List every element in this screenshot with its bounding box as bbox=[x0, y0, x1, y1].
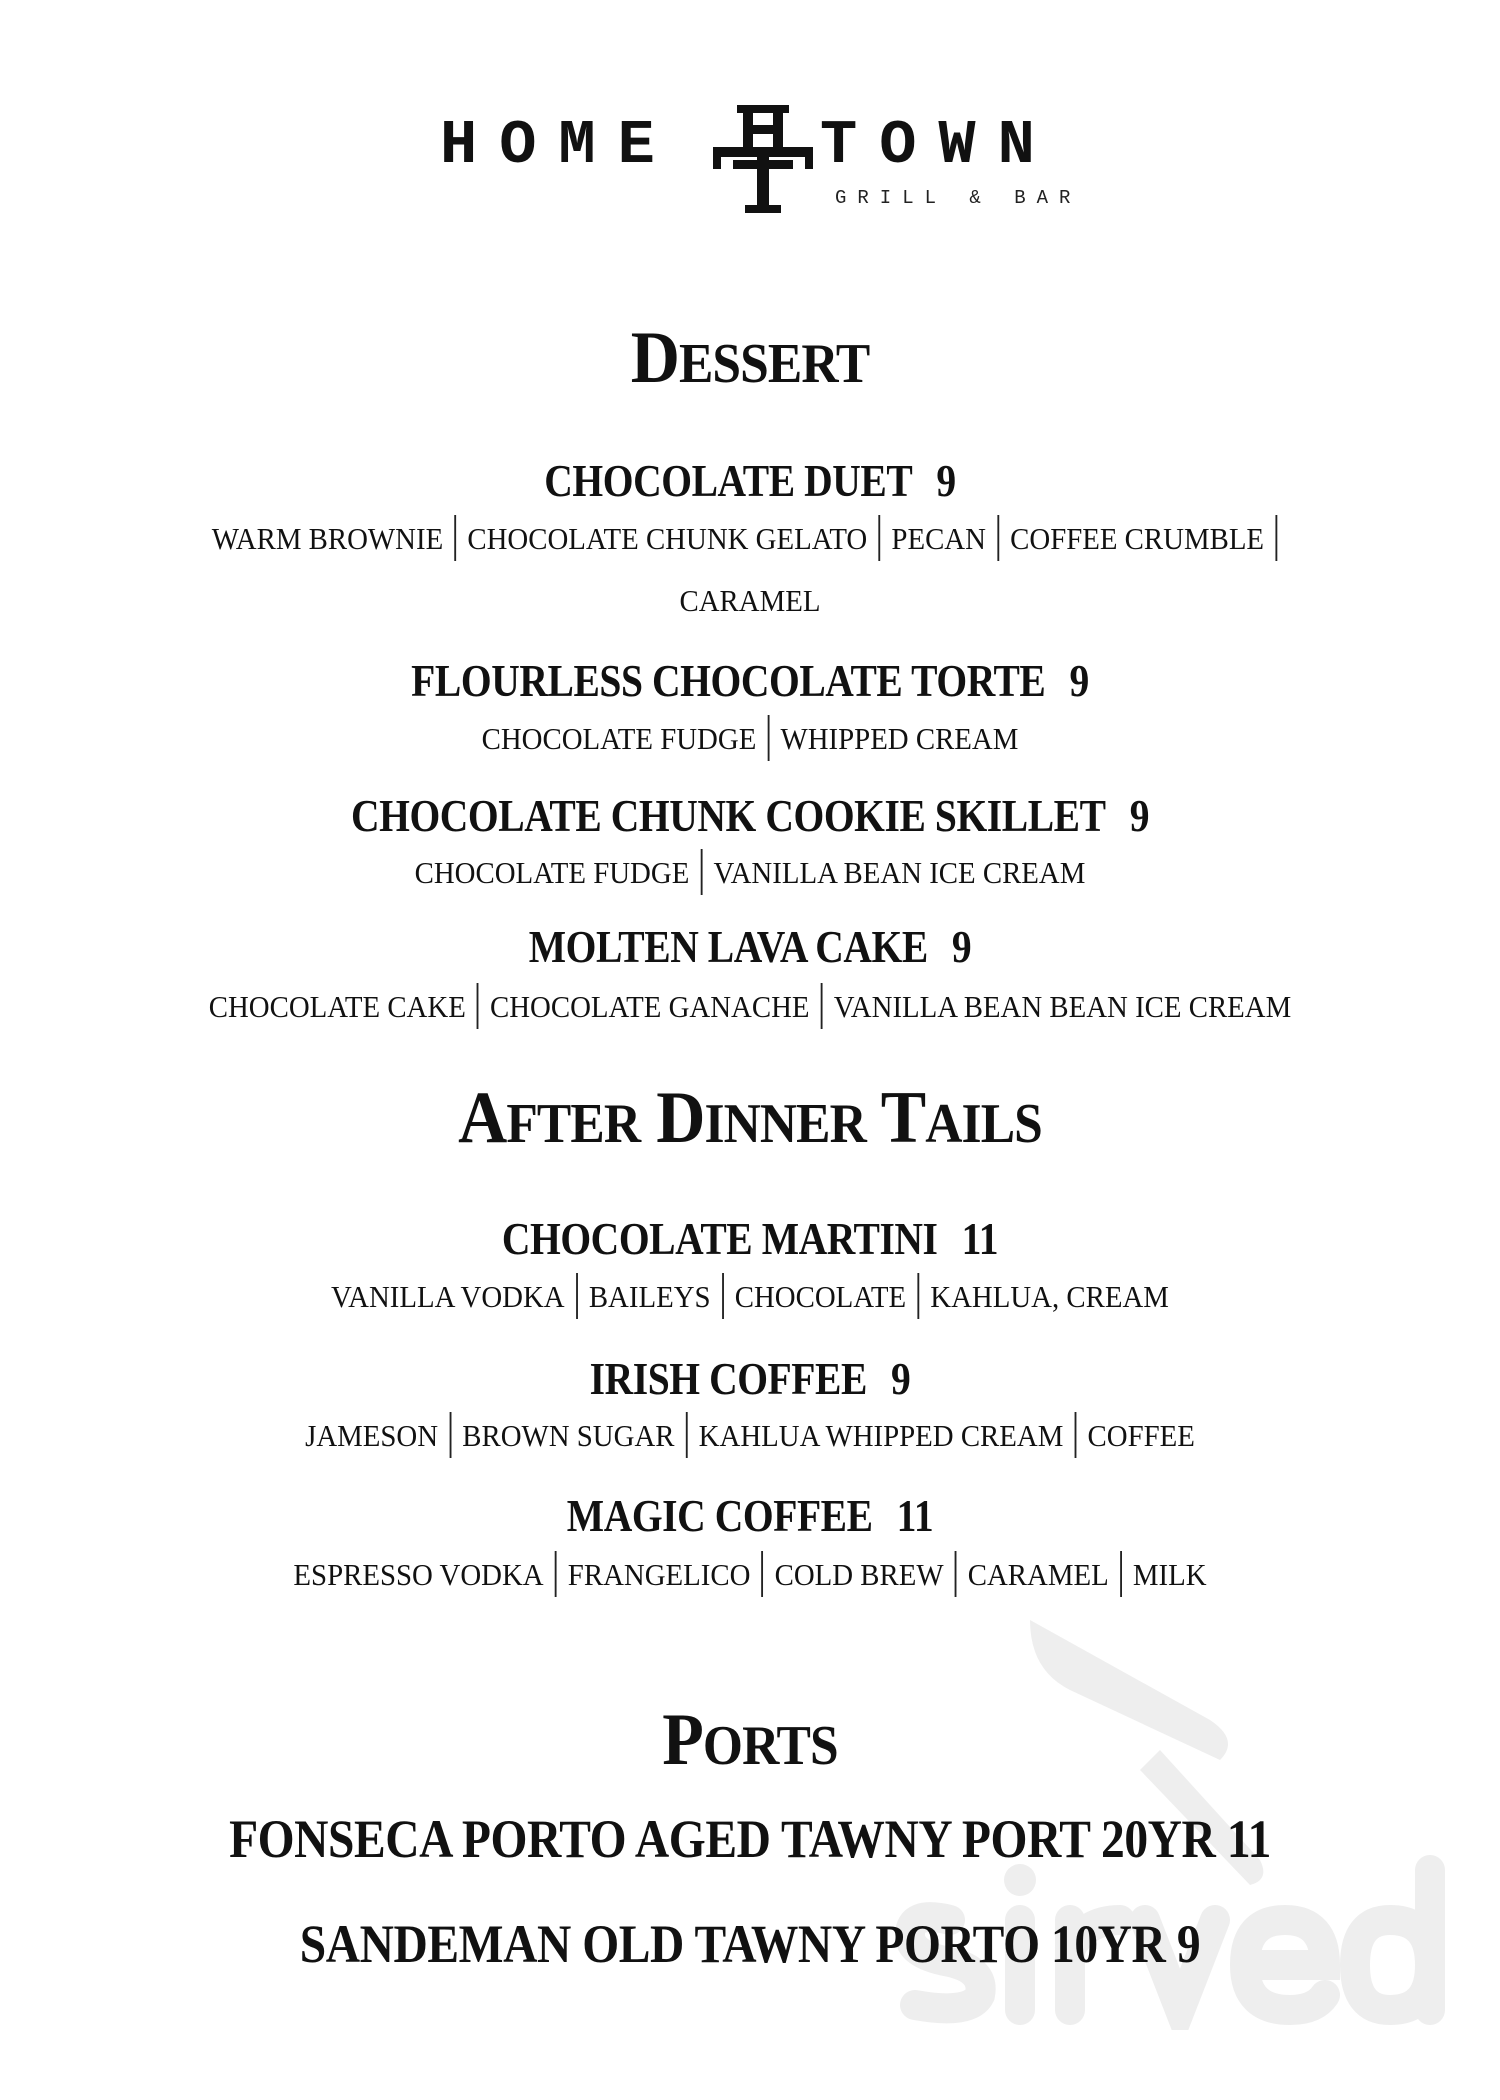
ingredient: CHOCOLATE bbox=[734, 1279, 907, 1314]
item-price: 9 bbox=[1129, 790, 1150, 841]
menu-item-description bbox=[53, 1266, 1448, 1328]
separator bbox=[576, 1273, 578, 1319]
separator bbox=[700, 849, 702, 895]
item-name: IRISH COFFEE bbox=[589, 1353, 867, 1404]
ingredient: CHOCOLATE FUDGE bbox=[414, 855, 690, 890]
ingredient: JAMESON bbox=[305, 1418, 439, 1453]
ht-monogram-icon bbox=[713, 105, 813, 215]
menu-item-description-continued bbox=[53, 570, 1448, 632]
title-initial: T bbox=[880, 1077, 926, 1159]
separator bbox=[1075, 1412, 1077, 1458]
menu-item-description bbox=[53, 842, 1448, 904]
item-name: CHOCOLATE DUET bbox=[544, 455, 913, 506]
ingredient: CHOCOLATE CHUNK GELATO bbox=[467, 521, 868, 556]
item-name: MOLTEN LAVA CAKE bbox=[528, 921, 928, 972]
item-price: 9 bbox=[891, 1353, 911, 1404]
section-title-dessert bbox=[60, 318, 1440, 399]
item-price: 11 bbox=[896, 1490, 934, 1541]
ingredient: PECAN bbox=[891, 521, 986, 556]
ingredient: COFFEE CRUMBLE bbox=[1010, 521, 1265, 556]
section-title-after-dinner-tails bbox=[60, 1078, 1440, 1159]
separator bbox=[821, 983, 823, 1029]
ingredient: CARAMEL bbox=[967, 1557, 1109, 1592]
title-initial: D bbox=[630, 317, 679, 399]
menu-item-name bbox=[105, 791, 1395, 842]
item-price: 9 bbox=[1176, 1914, 1201, 1974]
menu-item-name bbox=[105, 1354, 1395, 1405]
separator bbox=[917, 1273, 919, 1319]
separator bbox=[767, 715, 769, 761]
separator bbox=[722, 1273, 724, 1319]
ingredient: BROWN SUGAR bbox=[462, 1418, 675, 1453]
title-rest: AILS bbox=[925, 1093, 1042, 1155]
separator bbox=[686, 1412, 688, 1458]
item-price: 9 bbox=[936, 455, 956, 506]
separator bbox=[449, 1412, 451, 1458]
ingredient: BAILEYS bbox=[588, 1279, 711, 1314]
ingredient: CHOCOLATE FUDGE bbox=[481, 721, 757, 756]
ingredient: CHOCOLATE GANACHE bbox=[489, 989, 810, 1024]
port-item bbox=[90, 1810, 1410, 1869]
menu-item-name bbox=[105, 922, 1395, 973]
separator bbox=[555, 1551, 557, 1597]
ingredient: FRANGELICO bbox=[567, 1557, 751, 1592]
logo-home-text: HOME bbox=[440, 110, 677, 181]
item-name: CHOCOLATE MARTINI bbox=[501, 1213, 938, 1264]
ingredient: COFFEE bbox=[1087, 1418, 1195, 1453]
menu-item-description bbox=[53, 508, 1448, 570]
menu-item-name bbox=[105, 456, 1395, 507]
ingredient: MILK bbox=[1132, 1557, 1207, 1592]
title-initial: A bbox=[458, 1077, 507, 1159]
ingredient: KAHLUA WHIPPED CREAM bbox=[698, 1418, 1064, 1453]
item-price: 11 bbox=[1226, 1809, 1271, 1869]
item-price: 9 bbox=[1069, 655, 1089, 706]
logo-tagline: GRILL & BAR bbox=[835, 187, 1082, 209]
ingredient: VANILLA VODKA bbox=[331, 1279, 565, 1314]
ingredient: COLD BREW bbox=[774, 1557, 944, 1592]
menu-item-description bbox=[53, 708, 1448, 770]
item-name: MAGIC COFFEE bbox=[566, 1490, 873, 1541]
ingredient: ESPRESSO VODKA bbox=[293, 1557, 544, 1592]
ingredient: WHIPPED CREAM bbox=[780, 721, 1019, 756]
item-name: FLOURLESS CHOCOLATE TORTE bbox=[411, 655, 1046, 706]
menu-item-name bbox=[105, 1491, 1395, 1542]
port-item bbox=[90, 1915, 1410, 1974]
menu-item-name bbox=[105, 1214, 1395, 1265]
title-initial: D bbox=[656, 1077, 705, 1159]
item-name: SANDEMAN OLD TAWNY PORTO 10YR bbox=[299, 1914, 1166, 1974]
title-rest: FTER bbox=[506, 1093, 641, 1155]
ingredient: VANILLA BEAN ICE CREAM bbox=[713, 855, 1086, 890]
separator bbox=[762, 1551, 764, 1597]
ingredient: WARM BROWNIE bbox=[211, 521, 444, 556]
title-rest: ESSERT bbox=[678, 333, 870, 395]
item-price: 9 bbox=[951, 921, 972, 972]
section-title-ports bbox=[60, 1700, 1440, 1781]
separator bbox=[997, 515, 999, 561]
ingredient: CARAMEL bbox=[679, 583, 821, 618]
separator bbox=[477, 983, 479, 1029]
menu-item-name bbox=[105, 656, 1395, 707]
title-rest: INNER bbox=[704, 1093, 866, 1155]
ingredient: CHOCOLATE CAKE bbox=[208, 989, 466, 1024]
separator bbox=[878, 515, 880, 561]
ingredient: VANILLA BEAN BEAN ICE CREAM bbox=[833, 989, 1292, 1024]
menu-item-description bbox=[53, 976, 1448, 1038]
title-rest: ORTS bbox=[702, 1715, 838, 1777]
ingredient: KAHLUA, CREAM bbox=[930, 1279, 1169, 1314]
separator bbox=[454, 515, 456, 561]
menu-item-description bbox=[53, 1405, 1448, 1467]
logo-town-text: TOWN bbox=[820, 110, 1057, 181]
item-name: FONSECA PORTO AGED TAWNY PORT 20YR bbox=[229, 1809, 1216, 1869]
item-name: CHOCOLATE CHUNK COOKIE SKILLET bbox=[350, 790, 1106, 841]
title-initial: P bbox=[662, 1699, 703, 1781]
separator bbox=[1275, 515, 1277, 561]
item-price: 11 bbox=[961, 1213, 999, 1264]
restaurant-logo bbox=[430, 105, 1110, 215]
